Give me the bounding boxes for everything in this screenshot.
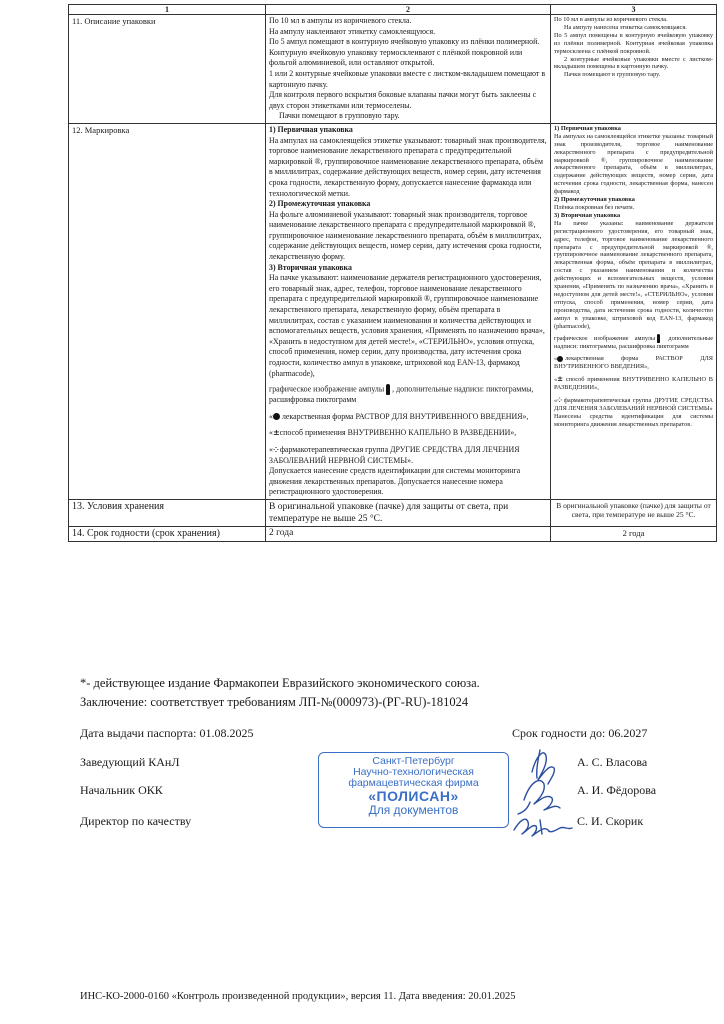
signature-stroke xyxy=(514,819,572,836)
packaging-middle-line: По 10 мл в ампулы из коричневого стекла. xyxy=(269,16,412,25)
conclusion: Заключение: соответствует требованиям ЛП-№(000973)-(РГ-RU)-181024 xyxy=(80,695,469,709)
packaging-middle-line: По 5 ампул помещают в контурную ячейковую упаковку из плёнки полимерной. xyxy=(269,37,540,47)
iv-drip-icon: ± xyxy=(272,428,280,438)
packaging-label: 11. Описание упаковки xyxy=(69,15,266,124)
packaging-right-line: Пачки помещают в групповую тару. xyxy=(564,71,661,79)
stamp-line: Санкт-Петербург xyxy=(372,755,455,767)
picto-after-text: дополнительные надписи: пиктограммы, расшифровка пиктограмм xyxy=(554,334,713,350)
intermediate-title: 2) Промежуточная упаковка xyxy=(269,199,371,209)
marking-closing: Нанесены средства идентификации для системы мониторинга движения лекарственных препаратов. xyxy=(554,412,713,428)
storage-middle: В оригинальной упаковке (пачке) для защиты от света, при температуре не выше 25 °С. xyxy=(266,499,551,526)
stamp-line: фармацевтическая фирма xyxy=(348,777,479,789)
picto-group-text: фармакотерапевтическая группа ДРУГИЕ СРЕДСТВА ДЛЯ ЛЕЧЕНИЯ ЗАБОЛЕВАНИЙ НЕРВНОЙ СИСТЕМЫ» xyxy=(554,397,713,412)
signatory-title: Заведующий КАнЛ xyxy=(80,755,180,769)
signature-stroke xyxy=(524,781,560,810)
signatory-name: С. И. Скорик xyxy=(577,814,644,828)
secondary-text: На пачке указывают: наименование держателя регистрационного удостоверения, его товарный знак, адрес, телефон, торговое наименование лекарственного препарата с предупредительной маркировкой ®, группировочное наименование лекарственного препарата, лекарственную форму, объём препарата в миллилитрах, состав с указанием наименования и количества действующих и вспомогательных веществ, условия хранения, «Применять по назначению врача», «Хранить в недоступном для детей месте!», «СТЕРИЛЬНО», условия отпуска, способ применения, номер серии, дату производства, дату истечения срока годности, количество ампул в упаковке, штриховой код EAN-13, фармакод (pharmacode), xyxy=(269,273,545,378)
col-header-3: 3 xyxy=(551,5,717,15)
footnote: *- действующее издание Фармакопеи Евразийского экономического союза. xyxy=(80,676,480,690)
marking-middle xyxy=(266,123,551,499)
pictogram-line xyxy=(269,384,547,406)
picto-group-text: фармакотерапевтическая группа ДРУГИЕ СРЕДСТВА ДЛЯ ЛЕЧЕНИЯ ЗАБОЛЕВАНИЙ НЕРВНОЙ СИСТЕМЫ». xyxy=(269,444,520,465)
packaging-right xyxy=(551,15,717,124)
storage-label: 13. Условия хранения xyxy=(69,499,266,526)
expiry-date: Срок годности до: 06.2027 xyxy=(512,726,648,740)
picto-group-line: «⁘ фармакотерапевтическая группа ДРУГИЕ СРЕДСТВА ДЛЯ ЛЕЧЕНИЯ ЗАБОЛЕВАНИЙ НЕРВНОЙ СИСТЕМЫ» xyxy=(554,397,713,412)
marking-right xyxy=(551,123,717,499)
picto-after-text: , дополнительные надписи: пиктограммы, расшифровка пиктограмм xyxy=(269,384,534,405)
signature-stroke xyxy=(537,750,540,778)
intermediate-title: 2) Промежуточная упаковка xyxy=(554,196,635,204)
packaging-middle-line: На ампулу наклеивают этикетку самоклеящуюся. xyxy=(269,26,436,36)
filled-circle-icon xyxy=(557,356,563,362)
intermediate-text: На фольге алюминиевой указывают: товарный знак производителя, торговое наименование лекарственного препарата с предупредительной маркировкой ®, группировочное наименование лекарственного препарата, объём в миллилитрах, содержание действующих веществ, номер серии, дату истечения срока годности, лекарственную форму. xyxy=(269,209,542,262)
shelf-life-right: 2 года xyxy=(551,526,717,541)
iv-drip-icon: ± xyxy=(557,375,564,384)
picto-route-line: «±способ применения ВНУТРИВЕННО КАПЕЛЬНО В РАЗВЕДЕНИИ», xyxy=(269,428,517,438)
pharm-group-icon: ⁘ xyxy=(557,397,562,405)
stamp-line: Для документов xyxy=(368,803,459,817)
primary-title: 1) Первичная упаковка xyxy=(554,124,621,132)
shelf-life-middle: 2 года xyxy=(266,526,551,541)
signature-stroke xyxy=(518,802,530,814)
picto-form-text: лекарственная форма РАСТВОР ДЛЯ ВНУТРИВЕННОГО ВВЕДЕНИЯ», xyxy=(554,355,713,371)
storage-right: В оригинальной упаковке (пачке) для защиты от света, при температуре не выше 25 °С. xyxy=(551,499,717,526)
primary-title: 1) Первичная упаковка xyxy=(269,124,353,134)
packaging-middle-line: Пачки помещают в групповую тару. xyxy=(279,111,400,121)
picto-form-line: « лекарственная форма РАСТВОР ДЛЯ ВНУТРИВЕННОГО ВВЕДЕНИЯ», xyxy=(269,411,529,421)
handwritten-signatures xyxy=(510,742,580,842)
packaging-middle-line: Контурную ячейковую упаковку термосклеивают с плёнкой покровной или фольгой алюминиевой, или оставляют открытой. xyxy=(269,47,523,68)
packaging-right-line: На ампулу нанесена этикетка самоклеящаяся. xyxy=(564,23,687,31)
col-header-1: 1 xyxy=(69,5,266,15)
marking-closing: Допускается нанесение средств идентификации для системы мониторинга движения лекарственных препаратов. Допускается нанесение номера регистрационного удостоверения. xyxy=(269,466,521,497)
row-storage xyxy=(69,499,717,526)
packaging-right-line: По 10 мл в ампулы из коричневого стекла. xyxy=(554,16,668,23)
packaging-middle xyxy=(266,15,551,124)
signature-stroke xyxy=(532,753,554,784)
signatory-title: Директор по качеству xyxy=(80,814,192,828)
packaging-right-line: 2 контурные ячейковые упаковки вместе с листком-вкладышем помещены в картонную пачку. xyxy=(554,55,713,71)
ampoule-icon xyxy=(386,384,390,395)
ampoule-icon xyxy=(657,334,660,343)
picto-before-text: графическое изображение ампулы xyxy=(554,334,656,342)
signature-stroke xyxy=(540,820,542,834)
picto-route-text: способ применения ВНУТРИВЕННО КАПЕЛЬНО В РАЗВЕДЕНИИ», xyxy=(279,428,517,438)
secondary-title: 3) Вторичная упаковка xyxy=(554,211,621,219)
shelf-life-label: 14. Срок годности (срок хранения) xyxy=(69,526,266,541)
picto-form-text: лекарственная форма РАСТВОР ДЛЯ ВНУТРИВЕННОГО ВВЕДЕНИЯ», xyxy=(281,411,529,421)
stamp-line: Научно-технологическая xyxy=(353,766,474,778)
intermediate-text: Плёнка покровная без печати. xyxy=(554,204,635,211)
document-reference: ИНС-КО-2000-0160 «Контроль произведенной продукции», версия 11. Дата введения: 20.01.2025 xyxy=(80,991,516,1002)
issue-date: Дата выдачи паспорта: 01.08.2025 xyxy=(80,726,254,740)
picto-route-line: «± способ применения ВНУТРИВЕННО КАПЕЛЬНО В РАЗВЕДЕНИИ», xyxy=(554,375,713,392)
pharm-group-icon: ⁘ xyxy=(272,445,278,454)
col-header-2: 2 xyxy=(266,5,551,15)
picto-before-text: графическое изображение ампулы xyxy=(269,384,385,394)
packaging-right-line: По 5 ампул помещены в контурную ячейковую упаковку из плёнки полимерной. Контурная ячейковая упаковка термосклеена с плёнкой покровной. xyxy=(554,31,713,55)
primary-text: На ампулах на самоклеящейся этикетке указывают: товарный знак производителя, торговое наименование лекарственного препарата с предупредительной маркировкой ®, группировочное наименование лекарственного препарата, объём в миллилитрах, содержание действующих веществ, номер серии, дату истечения срока годности, лекарственную форму, допускается нанесение фармакода или технологической метки. xyxy=(269,135,547,198)
header-row xyxy=(69,5,717,15)
signatory-name: А. И. Фёдорова xyxy=(577,783,657,797)
spec-table xyxy=(68,4,717,542)
packaging-middle-line: Для контроля первого вскрытия боковые клапаны пачки могут быть заклеены с двух сторон этикетками или термоселены. xyxy=(269,90,537,110)
row-marking xyxy=(69,123,717,499)
signatory-title: Начальник ОКК xyxy=(80,783,163,797)
picto-group-line: «⁘ фармакотерапевтическая группа ДРУГИЕ СРЕДСТВА ДЛЯ ЛЕЧЕНИЯ ЗАБОЛЕВАНИЙ НЕРВНОЙ СИСТЕМЫ». xyxy=(269,444,520,465)
filled-circle-icon xyxy=(273,413,280,420)
pictogram-line xyxy=(554,334,713,351)
company-stamp xyxy=(318,752,509,828)
picto-form-line: « лекарственная форма РАСТВОР ДЛЯ ВНУТРИВЕННОГО ВВЕДЕНИЯ», xyxy=(554,355,713,371)
stamp-company-name: «ПОЛИСАН» xyxy=(368,788,459,804)
packaging-middle-line: 1 или 2 контурные ячейковые упаковки вместе с листком-вкладышем помещают в картонную пачку. xyxy=(269,68,546,89)
signatory-name: А. С. Власова xyxy=(577,755,648,769)
row-shelf-life xyxy=(69,526,717,541)
picto-route-text: способ применения ВНУТРИВЕННО КАПЕЛЬНО В РАЗВЕДЕНИИ», xyxy=(554,376,713,392)
primary-text: На ампулах на самоклеящейся этикетке указаны: товарный знак производителя, торговое наименование лекарственного препарата с предупредительной маркировкой ®, группировочное наименование лекарственного препарата, объём в миллилитрах, содержание действующих веществ, номер серии, дата истечения срока годности, лекарственная форма, нанесен фармакод xyxy=(554,132,713,196)
row-packaging xyxy=(69,15,717,124)
secondary-title: 3) Вторичная упаковка xyxy=(269,262,352,272)
marking-label: 12. Маркировка xyxy=(69,123,266,499)
secondary-text: На пачке указаны: наименование держателя регистрационного удостоверения, его товарный знак, адрес, телефон, торговое наименование лекарственного препарата с предупредительной маркировкой ®, группировочное наименование лекарственного препарата, лекарственная форма, объём препарата в миллилитрах, состав с указанием наименования и количества действующих и вспомогательных веществ, условия хранения, «Применять по назначению врача», «Хранить в недоступном для детей месте!», «СТЕРИЛЬНО», условия отпуска, способ применения, номер серии, дата производства, дата истечения срока годности, количество ампул в упаковке, штриховой код EAN-13, фармакод (pharmacode), xyxy=(554,219,713,330)
